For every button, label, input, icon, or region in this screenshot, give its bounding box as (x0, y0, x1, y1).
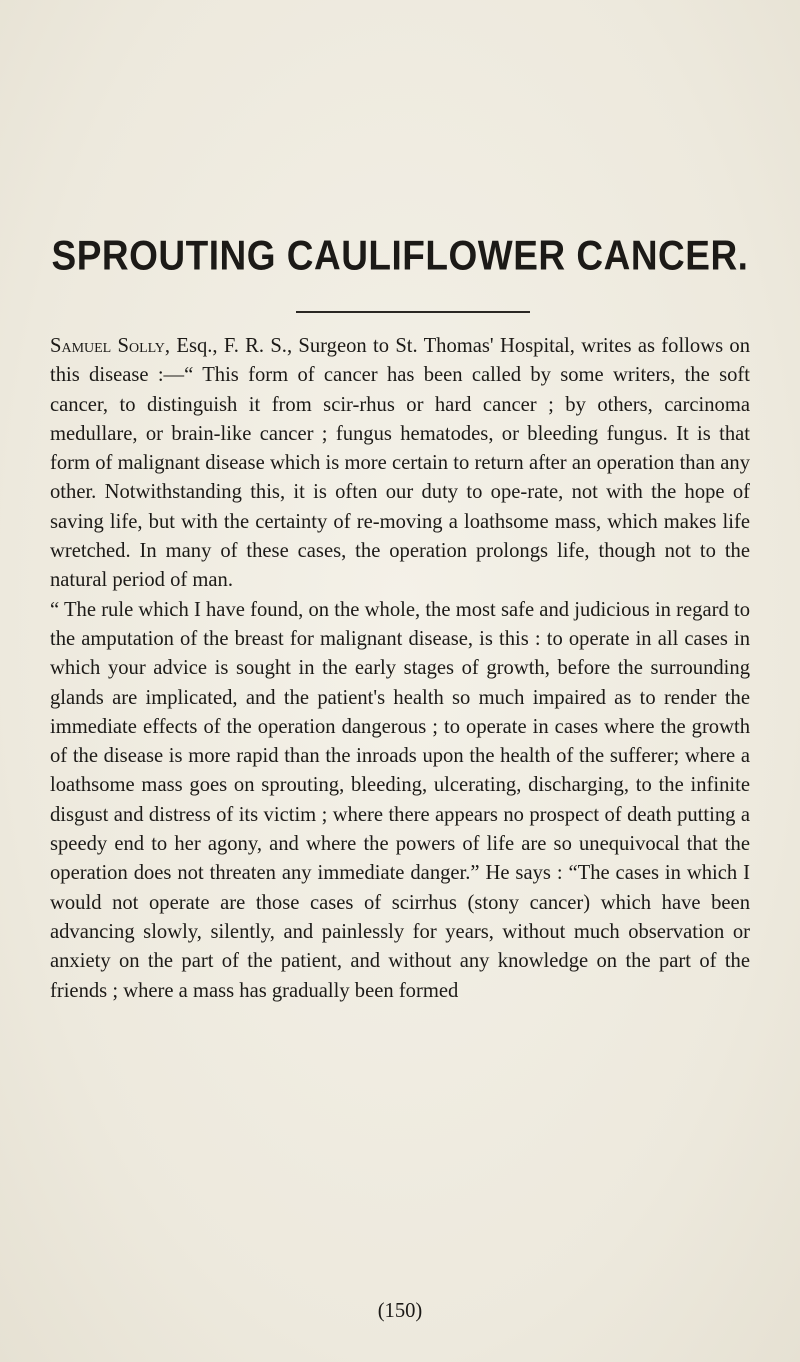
page-number: (150) (377, 1300, 423, 1322)
paragraph-2-text: “ The rule which I have found, on the whole, the most safe and judicious in regard to the amputation of the breast for malignant disease, is this : to operate in all cases in which your advice is sought in the early stages of growth, before the surrounding glands are implicated, and the patient's health so much impaired as to render the immediate effects of the operation dangerous ; to operate in cases where the growth of the disease is more rapid than the inroads upon the health of the sufferer; where a loathsome mass goes on sprouting, bleeding, ulcerating, discharging, to the infinite disgust and distress of its victim ; where there appears no prospect of death putting a speedy end to her agony, and where the powers of life are so unequivocal that the operation does not threaten any immediate danger.” He says : “The cases in which I would not operate are those cases of scirrhus (stony cancer) which have been advancing slowly, silently, and painlessly for years, without much observation or anxiety on the part of the patient, and without any knowledge on the part of the friends ; where a mass has gradually been formed (50, 598, 750, 1002)
paragraph-1-text: Esq., F. R. S., Surgeon to St. Thomas' Hospital, writes as follows on this disease :—“ This form of cancer has been called by some writers, the soft cancer, to distinguish it from scir-rhus or hard cancer ; by others, carcinoma medullare, or brain-like cancer ; fungus hematodes, or bleeding fungus. It is that form of malignant disease which is more certain to return after an operation than any other. Notwithstanding this, it is often our duty to ope-rate, not with the hope of saving life, but with the certainty of re-moving a loathsome mass, which makes life wretched. In many of these cases, the operation prolongs life, though not to the natural period of man. (50, 335, 750, 592)
author-name: Samuel Solly, (50, 335, 171, 357)
title-divider-rule (296, 311, 530, 313)
chapter-title: SPROUTING CAULIFLOWER CANCER. (51, 232, 749, 279)
paragraph-2 (50, 596, 750, 1006)
body-text (50, 332, 750, 1006)
paragraph-1 (50, 332, 750, 596)
